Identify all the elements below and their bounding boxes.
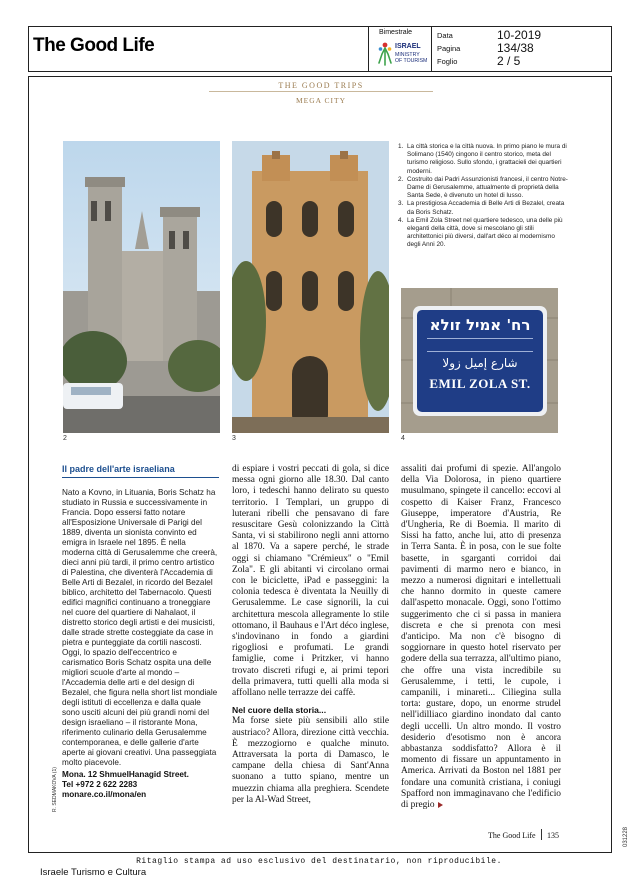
header-divider bbox=[431, 27, 432, 71]
photo-number: 2 bbox=[63, 435, 67, 442]
foglio-value: 2 / 5 bbox=[497, 54, 521, 68]
notre-dame-image bbox=[63, 141, 220, 433]
client-label: Israele Turismo e Cultura bbox=[40, 867, 147, 878]
photo-notre-dame bbox=[63, 141, 220, 433]
caption-item: 2. Costruito dai Padri Assunzionisti francesi, il centro Notre-Dame di Gerusalemme, attualmente di proprietà della Santa Sede, è divenuto un hotel di lusso. bbox=[398, 175, 568, 200]
article-column-2 bbox=[232, 464, 389, 806]
periodicity: Bimestrale bbox=[379, 29, 413, 36]
data-value: 10-2019 bbox=[497, 28, 542, 42]
paragraph: Ma forse siete più sensibili allo stile austriaco? Allora, direzione città vecchia. È mezzogiorno e qualche minuto. Attraversata la porta di Damasco, le campane della chiesa di Sant'Anna suonano a tutto spiano, mentre un muezzin chiama alla preghiera. Scendete per la Al-Wad Street, bbox=[232, 716, 389, 805]
section-title: THE GOOD TRIPS bbox=[278, 81, 364, 90]
clipping-code: 031228 bbox=[623, 826, 629, 847]
subheading: Nel cuore della storia... bbox=[232, 705, 327, 716]
caption-item: 1. La città storica e la città nuova. In primo piano le mura di Solimano (1540) cingono il centro storico, meta del turismo religioso. Sullo sfondo, i grattacieli dei quartieri moderni. bbox=[398, 143, 567, 175]
page-footer-divider bbox=[541, 829, 542, 840]
sidebar-box bbox=[62, 464, 219, 800]
photo-street-sign bbox=[401, 288, 558, 433]
subsection-title: MEGA CITY bbox=[295, 96, 347, 105]
restaurant-address: Mona. 12 ShmuelHanagid Street. bbox=[62, 770, 189, 779]
sidebar-title: Il padre dell'arte israeliana bbox=[62, 464, 219, 478]
paragraph: di espiare i vostri peccati di gola, si dice messa ogni giorno alle 18.30. Dal canto loro, i tedeschi hanno delirato su questo territorio. I Templari, un gruppo di luterani ribelli che pensavano di fare resuscitare Gesù colonizzando la Città Santa, vi si stabilirono negli anni attorno al 1870. Va a sapere perché, le strade oggi si chiamano "Crémieux" o "Emil Zola". E gli abitanti vi circolano ormai con le biciclette, iPad e passeggini: la colonia tedesca è diventata la Neuilly di Gerusalemme. Le case signorili, la cui architettura mescola allegramente lo stile ottomano, il Bauhaus e l'Art déco inglese, s'indovinano in fondo a giardini rigogliosi e profumati. Le grandi famiglie, come i Pritzker, vi hanno trovato discreti rifugi e, ai primi tepori della primavera, tutti quelli alla moda si affollano nelle terrazze dei caffè. bbox=[232, 464, 389, 699]
page-number: 135 bbox=[547, 831, 559, 840]
article-page bbox=[28, 76, 629, 853]
sidebar-body: Nato a Kovno, in Lituania, Boris Schatz ha studiato in Russia e successivamente in Francia. Dopo essersi fatto notare all'Esposizione Universale di Parigi del 1889, diventa un sionista convinto ed emigra in Israele nel 1895. È nella moderna città di Gerusalemme che creerà, dieci anni più tardi, il primo centro artistico di Palestina, che diventerà l'Accademia di Belle Arti di Bezalel, in ricordo del Bezalel biblico, architetto del Tabernacolo. Questi edifici magnifici continuano a troneggiare nel cuore del quartiere di Nahalaot, il distretto storico degli artisti e dei musicisti, dalle strade strette costeggiate da case in pietra e punteggiate da cortili nascosti. Oggi, lo spazio dell'eccentrico e carismatico Boris Schatz ospita una delle migliori scuole d'arte al mondo – l'Accademia delle arti e del design di Bezalel, che figura nella short list mondiale degli istituti di eccellenza e dalla quale sono usciti alcuni dei più grandi nomi del design israeliano – il ristorante Mona, riferimento culinario della Gerusalemme contemporanea, e delle gallerie d'arte aperte ai giovani creativi. Una passeggiata molto piacevole. bbox=[62, 488, 218, 767]
sign-latin: EMIL ZOLA ST. bbox=[429, 376, 531, 391]
photo-number: 3 bbox=[232, 435, 236, 442]
publication-logo: The Good Life bbox=[33, 35, 155, 56]
photo-number: 4 bbox=[401, 435, 405, 442]
sidebar-address-block bbox=[62, 770, 219, 800]
page-footer-brand: The Good Life bbox=[488, 831, 536, 840]
caption-item: 3. La prestigiosa Accademia di Belle Arti di Bezalel, creata da Boris Schatz. bbox=[398, 200, 565, 216]
continue-arrow-icon bbox=[438, 802, 443, 808]
article-column-3 bbox=[401, 464, 561, 811]
photo-bezalel bbox=[232, 141, 389, 433]
advertiser-logo bbox=[377, 41, 429, 69]
advertiser-line: OF TOURISM bbox=[395, 58, 428, 64]
photo-credit: R. SEDMAKOVA (1) bbox=[52, 767, 58, 812]
restaurant-website[interactable]: monare.co.il/mona/en bbox=[62, 790, 147, 799]
pagina-label: Pagina bbox=[437, 44, 461, 53]
advertiser-line: MINISTRY bbox=[395, 52, 420, 58]
paragraph: assaliti dai profumi di spezie. All'angolo della Via Dolorosa, in pieno quartiere musulmano, spingete il cancello: eccovi al cospetto di Kaiser Franz, Francesco Giuseppe, imperatore d'Austria, Re d'Ungheria, Re di Boemia. Il marito di Sissi ha fatto, anche lui, atto di presenza in Terra Santa. È in posa, con le sue folte basette, in sgarganti corridoi dai pavimenti di marmo nero e bianco, in mezzo a numerosi dignitari e intellettuali che hanno dormito in queste camere dall'aspetto monacale. Oggi, sono l'ottimo suggerimento che ci si passa in maniera discreta e che si prenota con mesi d'anticipo. Ma non c'è bisogno di soggiornare in questo hotel riservato per godere della sua terrazza, all'ultimo piano, che offre una vista incredibile su Gerusalemme, i tetti, le cupole, i campanili, i minareti... Ciliegina sulla torta: gustare, dopo, un enorme strudel nell'idilliaco giardino inondato dal canto degli uccelli. Un altro mondo. Il vostro desiderio d'esotismo non è ancora abbastanza soddisfatto? Allora è il momento di fissare un appuntamento in America. Arrivati da Boston nel 1881 per fondare una comunità cristiana, i coniugi Spafford non immaginavano che l'edificio di pregio bbox=[401, 464, 561, 811]
section-rule bbox=[209, 91, 433, 92]
ministry-emblem-icon bbox=[377, 41, 393, 67]
street-sign bbox=[417, 310, 543, 412]
advertiser-subtitle bbox=[395, 52, 427, 64]
bezalel-image bbox=[232, 141, 389, 433]
foglio-label: Foglio bbox=[437, 57, 458, 66]
photo-captions bbox=[398, 143, 568, 250]
sign-arabic: شارع إميل زولا bbox=[442, 356, 518, 370]
advertiser-name: ISRAEL bbox=[395, 43, 421, 50]
copyright-notice: Ritaglio stampa ad uso esclusivo del destinatario, non riproducibile. bbox=[136, 857, 502, 866]
header-divider bbox=[368, 27, 369, 71]
sign-small-text bbox=[427, 338, 533, 352]
caption-item: 4. La Emil Zola Street nel quartiere tedesco, una delle più eleganti della città, dove si mescolano gli stili architettonici più diversi, dall'art déco al modernismo degli Anni 20. bbox=[398, 216, 563, 249]
restaurant-phone: Tel +972 2 622 2283 bbox=[62, 780, 138, 789]
data-label: Data bbox=[437, 31, 453, 40]
pagina-value: 134/38 bbox=[497, 41, 534, 55]
clipping-header bbox=[28, 26, 612, 72]
sign-hebrew: רח' אמיל זולא bbox=[429, 316, 531, 334]
